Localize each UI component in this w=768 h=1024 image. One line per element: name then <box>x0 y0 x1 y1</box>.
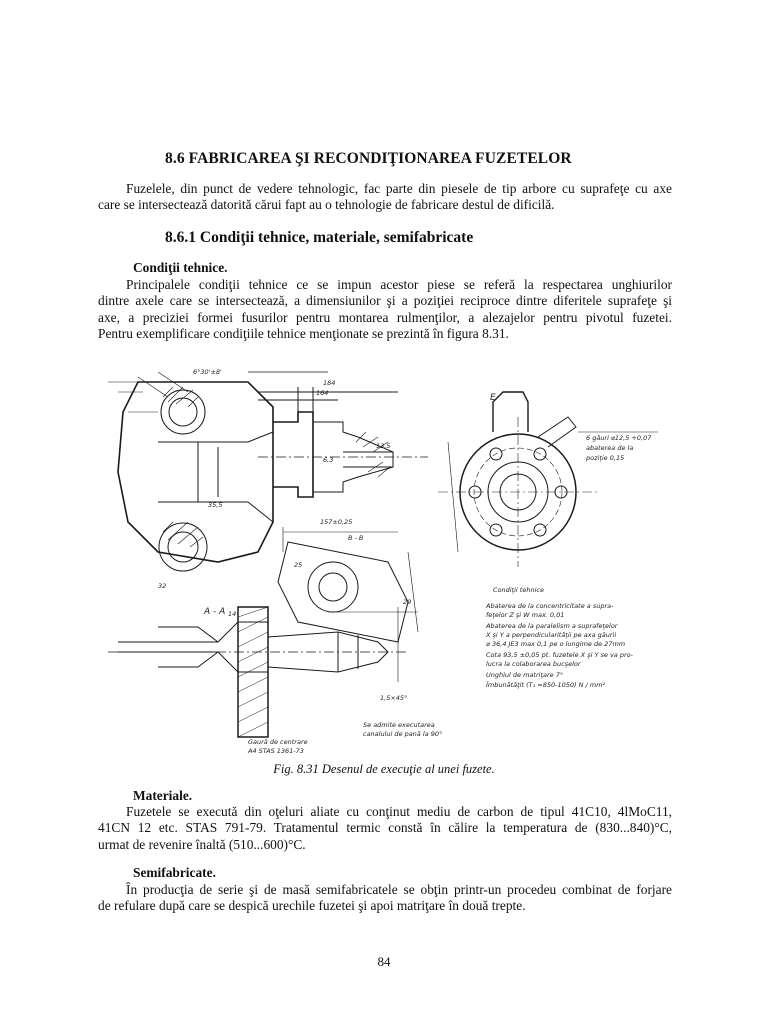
dim-label: 32 <box>158 582 167 590</box>
note-label: canalului de pană la 90° <box>363 730 443 738</box>
text-line: Principalele condiţii tehnice ce se impun acestor piese se referă la respectarea unghiurilor <box>126 277 672 292</box>
text-line: Pentru exemplificare condiţiile tehnice menţionate se prezintă în figura 8.31. <box>98 326 509 342</box>
condition-line: X şi Y a perpendicularităţii pe axa găurii <box>486 631 617 639</box>
technical-drawing <box>98 352 672 760</box>
text-line: 41CN 12 etc. STAS 791-79. Tratamentul termic constă în călire la temperatura de (830...840)°C, <box>98 820 672 836</box>
conditions-heading: Condiţii tehnice. <box>133 260 228 275</box>
dim-label: 14 <box>228 610 237 618</box>
condition-line: lucra la colaborarea bucşelor <box>486 660 581 668</box>
text-line: care se intersectează datorită cărui fapt au o tehnologie de fabricare destul de dificilă. <box>98 197 555 213</box>
view-e-label: E <box>490 393 496 403</box>
text-line: de refulare după care se despică urechile fuzetei şi apoi matriţare în două trepte. <box>98 898 526 914</box>
note-label: A4 STAS 1361-73 <box>248 747 304 755</box>
text-line: axe, a preciziei formei fusurilor pentru montarea rulmenţilor, a alezajelor pentru pivotul fuzetei. <box>98 309 672 325</box>
conditions-title: Condiţii tehnice <box>493 586 544 594</box>
condition-line: Abaterea de la concentricitate a supra- <box>486 602 614 610</box>
condition-line: Unghiul de matriţare 7° <box>486 671 564 679</box>
note-label: Gaură de centrare <box>248 738 308 746</box>
dim-label: 164 <box>316 389 329 397</box>
dim-label: 157±0,25 <box>320 518 353 526</box>
dim-label: 35,5 <box>208 501 223 509</box>
materials-heading: Materiale. <box>133 788 193 803</box>
semifabricate-heading: Semifabricate. <box>133 865 216 880</box>
note-label: 6 găuri ⌀12,5 +0,07 <box>586 434 652 442</box>
technical-drawing-figure <box>98 352 672 760</box>
condition-line: feţelor Z şi W max. 0,01 <box>486 611 565 619</box>
intro-paragraph <box>98 181 672 214</box>
semifabricate-paragraph <box>98 882 672 915</box>
angle-label: 6°30'±8' <box>193 368 222 376</box>
dim-label: 25 <box>294 561 303 569</box>
note-label: abaterea de la <box>586 444 634 452</box>
condition-line: Cota 93,5 ±0,05 pt. fuzetele X şi Y se va pro- <box>486 651 633 659</box>
view-aa-label: A - A <box>204 607 226 617</box>
subsection-title: 8.6.1 Condiţii tehnice, materiale, semifabricate <box>165 229 474 246</box>
condition-line: Abaterea de la paralelism a suprafeţelor <box>486 622 618 630</box>
page-number: 84 <box>377 954 391 969</box>
dim-label: 29 <box>403 598 412 606</box>
text-line: urmat de revenire înaltă (510...600)°C. <box>98 836 306 852</box>
condition-line: ⌀ 36,4 JE3 max 0,1 pe o lungime de 27mm <box>486 640 626 648</box>
text-line: Fuzelele, din punct de vedere tehnologic, fac parte din piesele de tip arbore cu suprafeţe cu axe <box>126 181 672 196</box>
figure-caption: Fig. 8.31 Desenul de execuţie al unei fuzete. <box>273 762 495 776</box>
note-label: Se admite executarea <box>363 721 435 729</box>
dim-label: 1,5×45° <box>380 694 408 702</box>
condition-line: Îmbunătăţit (T₁ =850-1050) N / mm² <box>486 681 606 689</box>
note-label: poziţie 0,15 <box>586 454 625 462</box>
text-line: În producţia de serie şi de masă semifabricatele se obţin printr-un procedeu combinat de forjare <box>126 882 672 897</box>
dim-label: 13,5 <box>376 442 391 450</box>
dim-label: 184 <box>323 379 336 387</box>
materials-paragraph <box>98 804 672 853</box>
text-line: Fuzetele se execută din oţeluri aliate cu conţinut mediu de carbon de tipul 41C10, 4lMoC11, <box>126 804 672 819</box>
view-bb-label: B - B <box>348 534 364 542</box>
dim-label: 6,3 <box>323 456 334 464</box>
conditions-paragraph <box>98 277 672 343</box>
text-line: dintre axele care se intersectează, a dimensiunilor şi a poziţiei reciproce dintre diferitele suprafeţe şi <box>98 293 672 309</box>
section-title: 8.6 FABRICAREA ŞI RECONDIŢIONAREA FUZETELOR <box>165 150 572 167</box>
